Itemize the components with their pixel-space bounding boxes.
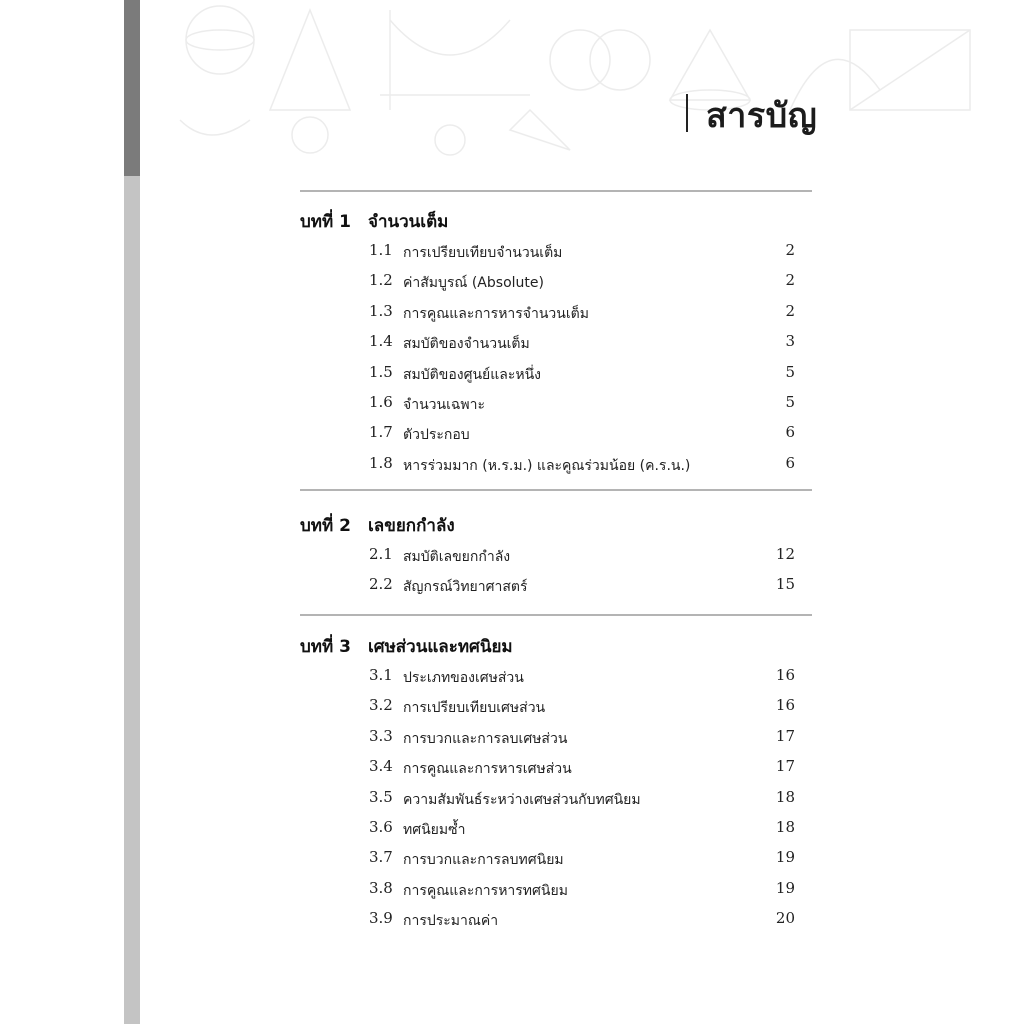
spine-tab-light	[124, 176, 140, 1024]
section-page-number: 6	[785, 423, 795, 442]
chapter-title: จำนวนเต็ม	[368, 212, 449, 232]
section-page-number: 17	[775, 726, 795, 745]
section-title: ค่าสัมบูรณ์ (Absolute)	[403, 275, 544, 292]
section-number: 2.1	[369, 545, 393, 563]
section-number: 1.2	[369, 271, 393, 290]
section-page-number: 15	[775, 575, 795, 594]
section-number: 1.4	[369, 332, 393, 351]
spine-tab-dark	[124, 0, 140, 176]
section-title: การประมาณค่า	[403, 913, 499, 930]
chapter-label: บทที่ 2	[300, 516, 351, 536]
section-number: 3.2	[369, 696, 393, 715]
section-page-number: 20	[775, 909, 795, 928]
chapter-divider	[300, 489, 812, 491]
section-title: การเปรียบเทียบจำนวนเต็ม	[403, 245, 563, 261]
section-number: 3.1	[369, 666, 393, 684]
section-number: 1.3	[369, 301, 393, 320]
section-number: 1.6	[369, 393, 393, 411]
section-page-number: 16	[775, 696, 795, 715]
section-page-number: 2	[785, 301, 795, 320]
section-title: การเปรียบเทียบเศษส่วน	[403, 700, 546, 717]
section-page-number: 18	[775, 818, 795, 836]
section-page-number: 6	[785, 453, 795, 472]
section-number: 1.5	[369, 362, 393, 381]
section-number: 1.7	[369, 423, 393, 442]
section-page-number: 5	[785, 393, 795, 411]
section-title: ทศนิยมซ้ำ	[403, 822, 466, 838]
section-number: 3.6	[369, 818, 393, 836]
math-doodle-background	[150, 0, 1024, 160]
section-page-number: 5	[785, 362, 795, 381]
section-title: สมบัติเลขยกกำลัง	[403, 549, 511, 565]
section-title: สัญกรณ์วิทยาศาสตร์	[403, 579, 528, 596]
section-title: การบวกและการลบเศษส่วน	[403, 730, 568, 747]
section-title: ความสัมพันธ์ระหว่างเศษส่วนกับทศนิยม	[403, 791, 641, 808]
section-title: สมบัติของศูนย์และหนึ่ง	[403, 366, 541, 383]
chapter-divider	[300, 614, 812, 616]
chapter-divider	[300, 190, 812, 192]
section-title: จำนวนเฉพาะ	[403, 397, 485, 413]
section-number: 1.1	[369, 241, 393, 259]
title-divider	[686, 94, 688, 132]
section-title: การคูณและการหารเศษส่วน	[403, 761, 572, 778]
section-page-number: 19	[775, 878, 795, 897]
section-number: 3.5	[369, 787, 393, 806]
section-title: ตัวประกอบ	[403, 427, 470, 444]
section-title: การคูณและการหารทศนิยม	[403, 882, 568, 899]
section-number: 3.7	[369, 848, 393, 867]
section-number: 2.2	[369, 575, 393, 594]
chapter-title: เศษส่วนและทศนิยม	[368, 637, 513, 657]
section-page-number: 3	[785, 332, 795, 351]
chapter-label: บทที่ 3	[300, 637, 351, 657]
chapter-title: เลขยกกำลัง	[368, 516, 455, 536]
section-page-number: 19	[775, 848, 795, 867]
section-page-number: 12	[775, 545, 795, 563]
page-title: สารบัญ	[706, 96, 818, 136]
section-number: 1.8	[369, 453, 393, 472]
section-title: สมบัติของจำนวนเต็ม	[403, 336, 530, 353]
page-margin	[0, 0, 124, 1024]
section-title: ประเภทของเศษส่วน	[403, 670, 524, 686]
section-number: 3.3	[369, 726, 393, 745]
section-page-number: 16	[775, 666, 795, 684]
section-number: 3.8	[369, 878, 393, 897]
section-title: หารร่วมมาก (ห.ร.ม.) และคูณร่วมน้อย (ค.ร.น.)	[403, 457, 691, 474]
section-title: การคูณและการหารจำนวนเต็ม	[403, 305, 589, 322]
section-page-number: 2	[785, 241, 795, 259]
section-number: 3.4	[369, 757, 393, 776]
section-page-number: 18	[775, 787, 795, 806]
section-number: 3.9	[369, 909, 393, 928]
chapter-label: บทที่ 1	[300, 212, 351, 232]
section-page-number: 2	[785, 271, 795, 290]
section-title: การบวกและการลบทศนิยม	[403, 852, 564, 869]
section-page-number: 17	[775, 757, 795, 776]
